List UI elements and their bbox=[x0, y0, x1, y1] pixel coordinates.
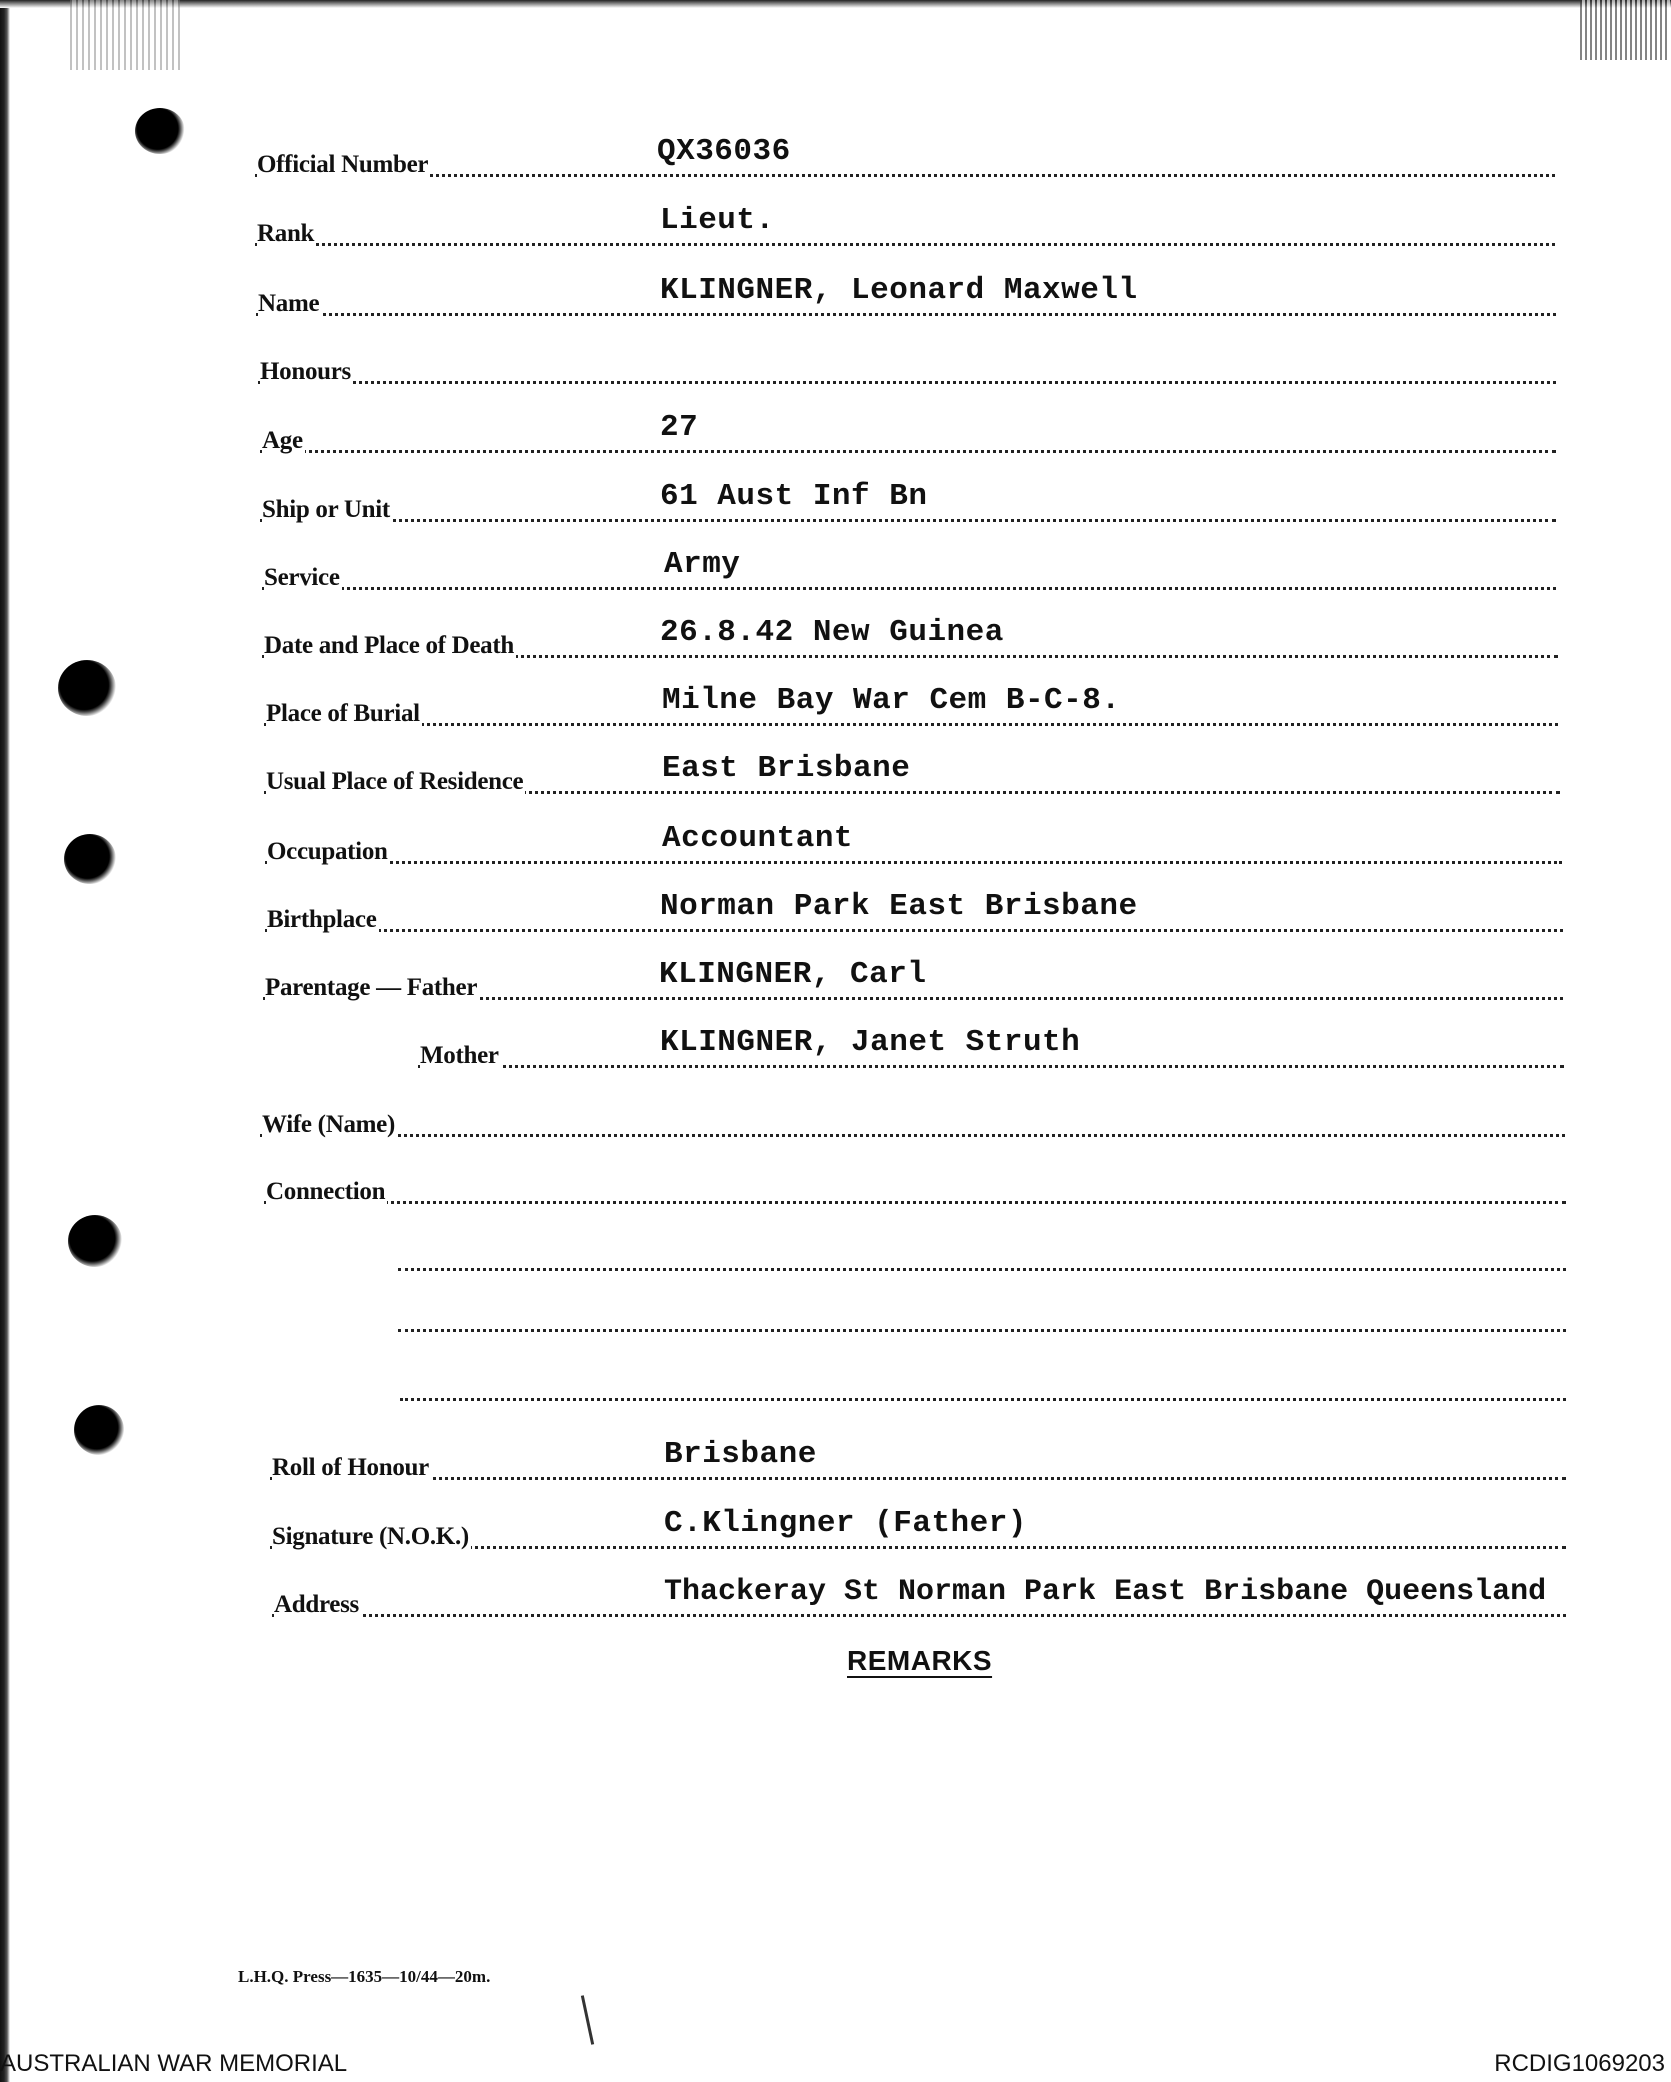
field-label: Service bbox=[264, 564, 340, 591]
field-value: KLINGNER, Carl bbox=[659, 957, 927, 992]
binding-edge bbox=[0, 0, 10, 2082]
field-value: Milne Bay War Cem B-C-8. bbox=[662, 683, 1121, 718]
field-value: QX36036 bbox=[657, 134, 791, 169]
field-parentage-mother bbox=[418, 1025, 1564, 1074]
footer-source: AUSTRALIAN WAR MEMORIAL bbox=[0, 2050, 348, 2077]
field-occupation bbox=[265, 821, 1562, 870]
field-label: Signature (N.O.K.) bbox=[272, 1523, 469, 1550]
stray-mark bbox=[581, 1995, 594, 2045]
field-value: Thackeray St Norman Park East Brisbane Queensland bbox=[664, 1575, 1547, 1609]
punch-hole bbox=[135, 108, 185, 154]
field-value: 61 Aust Inf Bn bbox=[660, 479, 928, 514]
scan-artifact bbox=[1580, 0, 1670, 60]
field-label: Parentage — Father bbox=[265, 974, 478, 1001]
field-value: East Brisbane bbox=[662, 751, 911, 786]
field-label: Place of Burial bbox=[266, 700, 420, 727]
footer-id: RCDIG1069203 bbox=[1494, 2050, 1665, 2077]
remarks-heading: REMARKS bbox=[847, 1645, 993, 1676]
field-usual-residence bbox=[264, 751, 1560, 800]
field-label: Roll of Honour bbox=[272, 1454, 429, 1481]
punch-hole bbox=[64, 834, 116, 884]
field-parentage-father bbox=[263, 957, 1563, 1006]
field-label: Ship or Unit bbox=[262, 496, 390, 523]
field-label: Official Number bbox=[257, 151, 429, 178]
field-value: KLINGNER, Janet Struth bbox=[660, 1025, 1081, 1060]
field-label: Birthplace bbox=[267, 906, 377, 933]
field-birthplace bbox=[265, 889, 1563, 938]
field-value: 26.8.42 New Guinea bbox=[660, 615, 1004, 650]
field-address bbox=[272, 1575, 1566, 1623]
field-signature-nok bbox=[270, 1506, 1566, 1555]
field-connection bbox=[264, 1170, 1566, 1210]
field-label: Name bbox=[258, 290, 320, 317]
field-service bbox=[262, 547, 1556, 596]
punch-hole bbox=[68, 1215, 122, 1267]
field-date-place-of-death bbox=[262, 615, 1558, 664]
printer-mark: L.H.Q. Press—1635—10/44—20m. bbox=[238, 1967, 491, 1986]
field-label: Occupation bbox=[267, 838, 388, 865]
field-honours bbox=[258, 350, 1556, 390]
field-official-number bbox=[255, 134, 1555, 183]
field-value: Army bbox=[664, 547, 741, 582]
field-value: 27 bbox=[660, 410, 699, 445]
field-value: KLINGNER, Leonard Maxwell bbox=[660, 273, 1138, 308]
punch-hole bbox=[58, 660, 116, 716]
field-value: C.Klingner (Father) bbox=[664, 1506, 1027, 1541]
field-age bbox=[260, 410, 1556, 459]
field-label: Usual Place of Residence bbox=[266, 768, 524, 795]
field-value: Norman Park East Brisbane bbox=[660, 889, 1138, 924]
field-label: Address bbox=[274, 1591, 359, 1618]
field-value: Brisbane bbox=[664, 1437, 817, 1472]
blank-line bbox=[398, 1237, 1566, 1277]
field-label: Age bbox=[262, 427, 303, 454]
field-value: Accountant bbox=[662, 821, 854, 856]
field-label: Date and Place of Death bbox=[264, 632, 514, 659]
scan-artifact bbox=[70, 0, 180, 70]
field-label: Connection bbox=[266, 1178, 386, 1205]
field-ship-or-unit bbox=[260, 479, 1556, 528]
field-place-of-burial bbox=[264, 683, 1558, 732]
field-label: Mother bbox=[420, 1042, 499, 1069]
blank-line bbox=[400, 1367, 1566, 1407]
field-wife-name bbox=[260, 1103, 1565, 1143]
field-value: Lieut. bbox=[660, 203, 775, 238]
field-label: Rank bbox=[257, 220, 315, 247]
punch-hole bbox=[74, 1405, 124, 1455]
scan-top-edge bbox=[0, 0, 1671, 8]
field-label: Wife (Name) bbox=[262, 1111, 395, 1138]
field-name bbox=[256, 273, 1556, 322]
blank-line bbox=[398, 1298, 1566, 1338]
field-roll-of-honour bbox=[270, 1437, 1566, 1486]
field-rank bbox=[255, 203, 1555, 252]
field-label: Honours bbox=[260, 358, 351, 385]
